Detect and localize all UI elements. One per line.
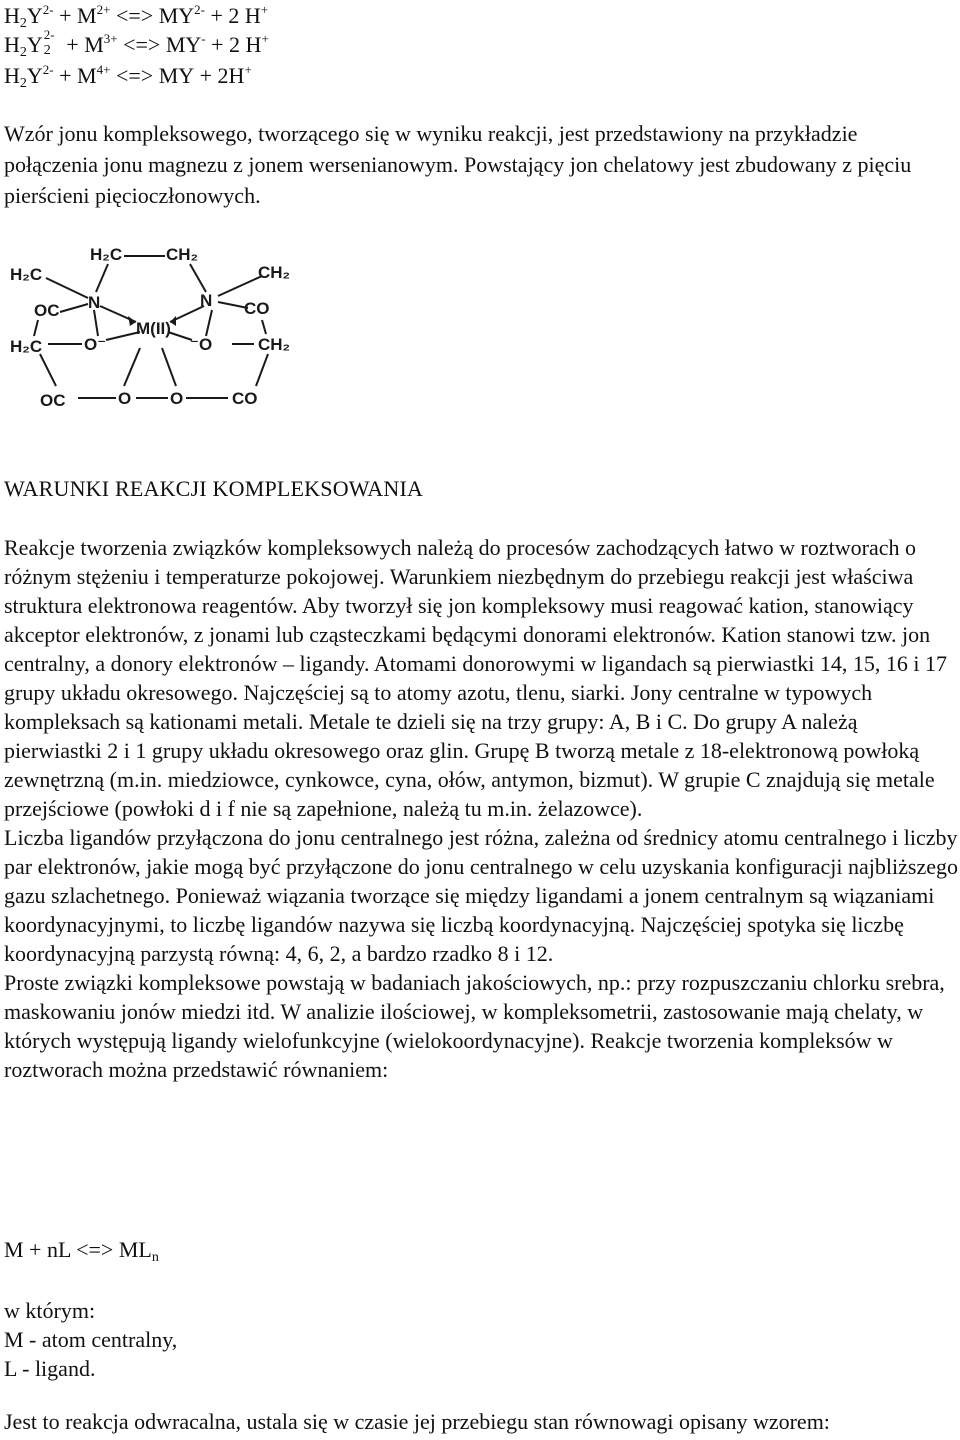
equation-3 [4,62,252,91]
label-co-bottom: CO [232,389,258,408]
intro-paragraph [4,118,954,211]
label-o-minus-right: ⁻O [190,335,213,354]
eq2-m-sup: 3+ [103,31,118,46]
eq2-y: Y [26,32,43,57]
reaction-formula [4,1236,159,1264]
eq3-h-sub: 2 [19,76,27,91]
label-h2c-left: H₂C [10,265,43,284]
eq3-arrow: <=> [110,63,159,88]
eq1-m: M [77,3,97,28]
definition-m: M - atom centralny, [4,1327,178,1352]
chelate-structure-diagram [0,236,310,416]
equation-1 [4,2,269,31]
closing-sentence: Jest to reakcja odwracalna, ustala się w czasie jej przebiegu stan równowagi opisany wzorem: [4,1409,830,1434]
eq2-h-sub: 2 [19,45,27,60]
definition-l: L - ligand. [4,1356,96,1381]
label-o-bottom-left: O [118,389,132,408]
label-metal: M(II) [136,319,171,338]
label-n-right: N [200,291,213,310]
equation-2 [4,27,269,60]
eq1-product-sup: 2- [194,2,205,17]
eq1-m-sup: 2+ [96,2,111,17]
label-oc-left: OC [34,301,60,320]
eq3-y: Y [26,63,43,88]
eq3-plus: + [53,63,78,88]
section-heading: WARUNKI REAKCJI KOMPLEKSOWANIA [4,476,424,501]
paragraph-2: Liczba ligandów przyłączona do jonu centralnego jest różna, zależna od średnicy atomu centralnego i liczby par elektronów, jakie mogą być przyłączone do jonu centralnego w celu uzyskania konfiguracji najbliższego gazu szlachetnego. Ponieważ wiązania tworzące się między ligandami a jonem centralnym są wiązaniami koordynacyjnymi, to liczbę ligandów nazywa się liczbą koordynacyjną. Najczęściej spotyka się liczbę koordynacyjną parzystą równą: 4, 6, 2, a bardzo rzadko 8 i 12. [4,825,958,966]
eq2-y-supsub [43,27,61,58]
eq3-m-sup: 4+ [96,62,111,77]
eq3-tail: + 2H [194,63,245,88]
eq1-arrow: <=> [110,3,159,28]
definitions [4,1296,177,1383]
intro-text: Wzór jonu kompleksowego, tworzącego się w wyniku reakcji, jest przedstawiony na przykładzie połączenia jonu magnezu z jonem wersenianowym. Powstający jon chelatowy jest zbudowany z pięciu pierścieni pięcioczłonowych. [4,121,912,208]
eq2-product: MY [165,32,202,57]
eq2-y-sup: 2- [43,27,55,42]
label-h2c-top: H₂C [90,245,123,264]
eq2-tail-sup: + [261,31,269,46]
eq1-y-sup: 2- [42,2,54,17]
eq1-tail: + 2 H [204,3,261,28]
body-text [4,533,958,1084]
paragraph-3: Proste związki kompleksowe powstają w badaniach jakościowych, np.: przy rozpuszczaniu chlorku srebra, maskowaniu jonów miedzi itd. W analizie ilościowej, w kompleksometrii, zastosowanie mają chelaty, w których występują ligandy wielofunkcyjne (wielokoordynacyjne). Reakcje tworzenia kompleksów w roztworach można przedstawić równaniem: [4,970,945,1082]
label-oc-bottom: OC [40,391,66,410]
eq3-h: H [4,63,20,88]
label-co-right: CO [244,299,270,318]
label-ch2-top: CH₂ [166,245,199,264]
eq3-m: M [77,63,97,88]
label-n-left: N [88,293,101,312]
eq3-tail-sup: + [244,62,252,77]
eq1-product: MY [158,3,195,28]
label-ch2-bottom-right: CH₂ [258,335,291,354]
eq2-h: H [4,32,20,57]
definition-intro: w którym: [4,1298,96,1323]
eq1-y: Y [26,3,43,28]
eq1-h-sub: 2 [19,16,27,31]
label-ch2-right: CH₂ [258,263,291,282]
eq2-m: M [84,32,104,57]
eq2-product-sup: - [201,31,206,46]
eq1-plus: + [53,3,78,28]
paragraph-1: Reakcje tworzenia związków kompleksowych należą do procesów zachodzących łatwo w roztworach o różnym stężeniu i temperaturze pokojowej. Warunkiem niezbędnym do przebiegu reakcji jest właściwa struktura elektronowa reagentów. Aby tworzył się jon kompleksowy musi reagować kation, stanowiący akceptor elektronów, z jonami lub cząsteczkami będącymi donorami elektronów. Kation stanowi tzw. jon centralny, a donory elektronów – ligandy. Atomami donorowymi w ligandach są pierwiastki 14, 15, 16 i 17 grupy układu okresowego. Najczęściej są to atomy azotu, tlenu, siarki. Jony centralne w typowych kompleksach są kationami metali. Metale te dzieli się na trzy grupy: A, B i C. Do grupy A należą pierwiastki 2 i 1 grupy układu okresowego oraz glin. Grupę B tworzą metale z 18-elektronową powłoką zewnętrzną (m.in. miedziowce, cynkowce, cyna, ołów, antymon, bizmut). W grupie C znajdują się metale przejściowe (powłoki d i f nie są zapełnione, należą tu m.in. żelazowce). [4,535,947,821]
eq1-tail-sup: + [260,2,269,17]
formula-sub: n [151,1250,159,1265]
label-o-bottom-right: O [170,389,184,408]
eq2-tail: + 2 H [205,32,262,57]
eq3-product: MY [158,63,195,88]
label-h2c-bottom-left: H₂C [10,337,43,356]
formula-left: M + nL <=> ML [4,1237,152,1262]
label-o-minus-left: O⁻ [84,335,107,354]
eq3-y-sup: 2- [42,62,54,77]
eq1-h: H [4,3,20,28]
eq2-arrow: <=> [117,32,166,57]
eq2-plus: + [60,32,85,57]
eq2-y-sub: 2 [43,43,51,58]
